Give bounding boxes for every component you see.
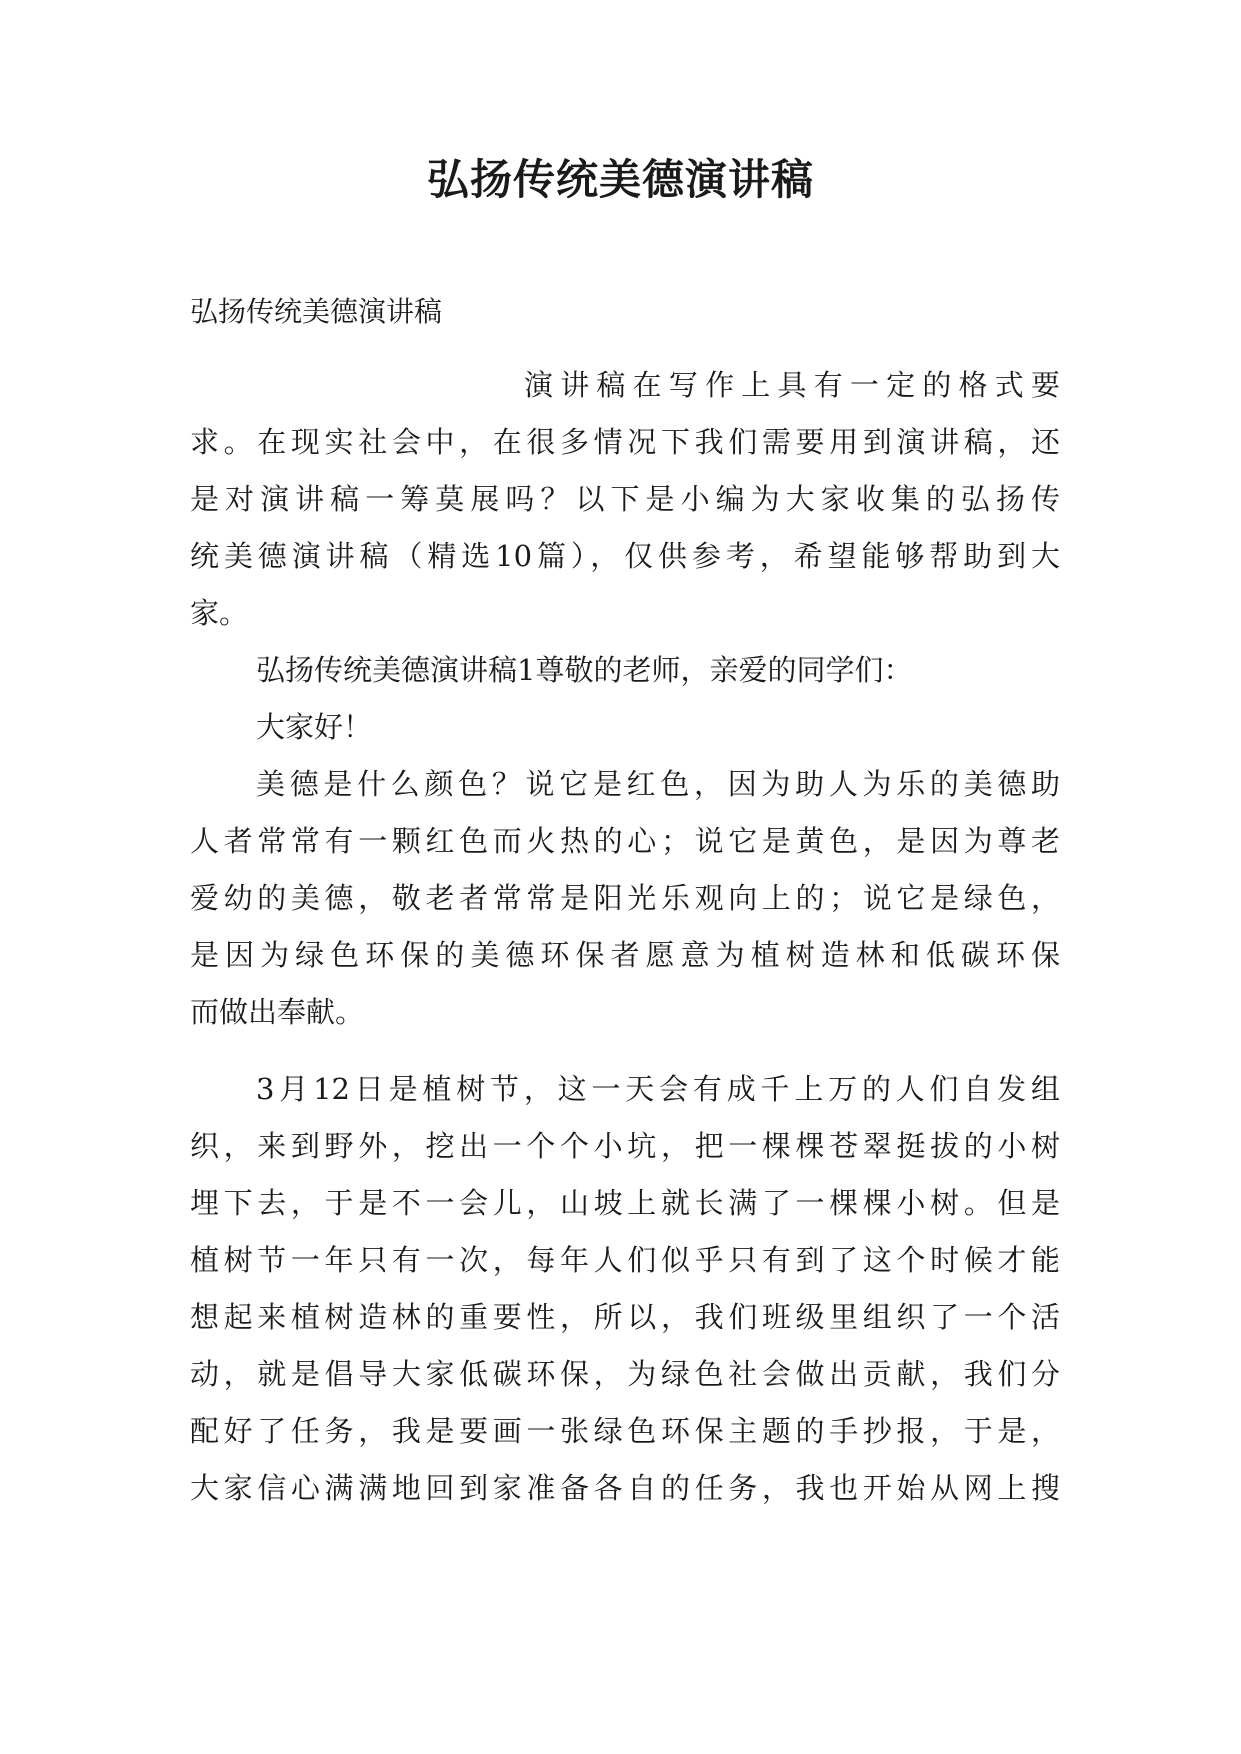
paragraph-line: 织，来到野外，挖出一个个小坑，把一棵棵苍翠挺拔的小树 — [190, 1129, 1060, 1163]
paragraph-line: 配好了任务，我是要画一张绿色环保主题的手抄报，于是， — [190, 1414, 1060, 1448]
paragraph-line: 植树节一年只有一次，每年人们似乎只有到了这个时候才能 — [190, 1243, 1060, 1277]
paragraph-line: 而做出奉献。 — [190, 995, 365, 1029]
document-title: 弘扬传统美德演讲稿 — [426, 155, 814, 204]
paragraph-line: 演讲稿在写作上具有一定的格式要 — [524, 368, 1060, 402]
paragraph-line: 求。在现实社会中，在很多情况下我们需要用到演讲稿，还 — [190, 425, 1060, 459]
paragraph-line: 3月12日是植树节，这一天会有成千上万的人们自发组 — [256, 1072, 1060, 1106]
paragraph-line: 大家信心满满地回到家准备各自的任务，我也开始从网上搜 — [190, 1471, 1060, 1505]
paragraph-line: 家。 — [190, 596, 249, 630]
paragraph-line: 统美德演讲稿（精选10篇），仅供参考，希望能够帮助到大 — [190, 539, 1060, 573]
paragraph-line: 人者常常有一颗红色而火热的心；说它是黄色，是因为尊老 — [190, 824, 1060, 858]
paragraph-line: 弘扬传统美德演讲稿1尊敬的老师，亲爱的同学们： — [256, 653, 913, 687]
paragraph-line: 埋下去，于是不一会儿，山坡上就长满了一棵棵小树。但是 — [190, 1186, 1060, 1220]
paragraph-line: 美德是什么颜色？说它是红色，因为助人为乐的美德助 — [256, 767, 1060, 801]
paragraph-line: 是因为绿色环保的美德环保者愿意为植树造林和低碳环保 — [190, 938, 1060, 972]
paragraph-line: 大家好！ — [256, 710, 373, 744]
paragraph-line: 动，就是倡导大家低碳环保，为绿色社会做出贡献，我们分 — [190, 1357, 1060, 1391]
paragraph-line: 是对演讲稿一筹莫展吗？以下是小编为大家收集的弘扬传 — [190, 482, 1060, 516]
paragraph-line: 爱幼的美德，敬老者常常是阳光乐观向上的；说它是绿色， — [190, 881, 1060, 915]
paragraph-line: 想起来植树造林的重要性，所以，我们班级里组织了一个活 — [190, 1300, 1060, 1334]
document-subtitle: 弘扬传统美德演讲稿 — [190, 295, 443, 328]
